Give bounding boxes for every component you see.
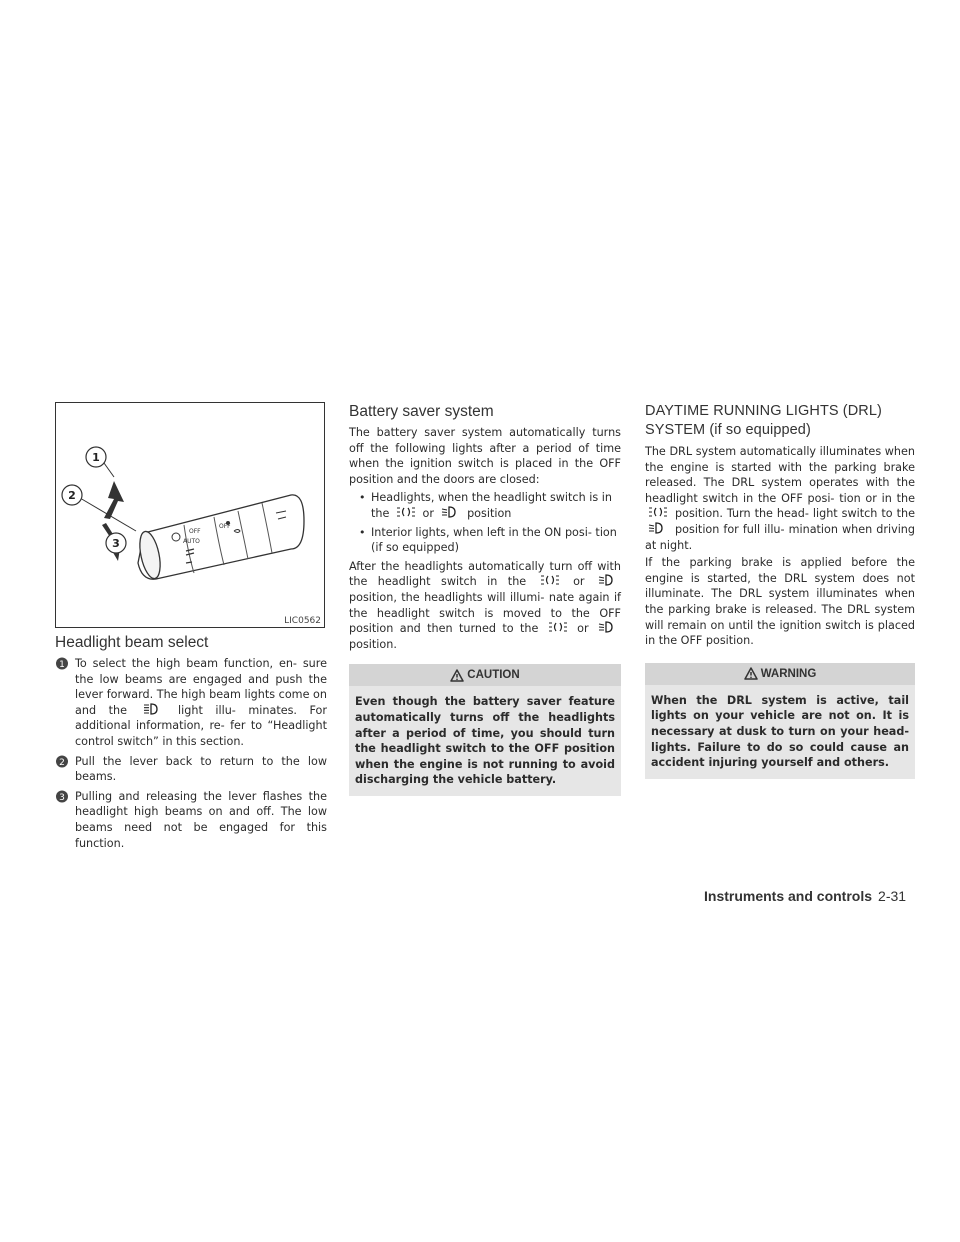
- page-footer: [704, 888, 920, 906]
- column-left: [55, 402, 327, 855]
- lever-drawing: [56, 403, 324, 627]
- lever-mark-auto: AUTO: [183, 538, 200, 545]
- high-beam-indicator-icon: [142, 703, 164, 715]
- step-1-text-b: light illu- minates. For additional information, re- fer to “Headlight control switch” in this section.: [75, 703, 327, 748]
- page-number: 2-31: [878, 888, 907, 904]
- svg-text:2: 2: [59, 757, 65, 768]
- drl-title: DAYTIME RUNNING LIGHTS (DRL) SYSTEM (if so equipped): [645, 403, 882, 438]
- parking-light-icon: [395, 506, 417, 518]
- headlight-icon: [440, 506, 462, 518]
- svg-text:3: 3: [59, 792, 65, 803]
- parking-light-icon: [539, 574, 561, 586]
- step-number-icon: [55, 790, 73, 803]
- step-2: [55, 754, 327, 785]
- headlight-icon: [597, 574, 619, 586]
- bullet-headlights: • Headlights, when the headlight switch is in the or position: [359, 491, 612, 520]
- callout-3: 3: [112, 537, 120, 550]
- bullet-interior: • Interior lights, when left in the ON posi- tion (if so equipped): [359, 525, 617, 555]
- step-1: [55, 656, 327, 750]
- battery-saver-intro: The battery saver system automatically turns off the following lights after a period of time when the ignition switch is placed in the OFF position and the doors are closed:: [349, 426, 621, 486]
- step-3: [55, 789, 327, 851]
- step-number-icon: [55, 755, 73, 768]
- warning-triangle-icon: [744, 667, 758, 680]
- headlight-icon: [597, 621, 619, 633]
- step-number-icon: [55, 657, 73, 670]
- parking-light-icon: [647, 506, 669, 518]
- svg-text:1: 1: [59, 660, 65, 670]
- drl-paragraph-1: The DRL system automatically illuminates when the engine is started with the parking brake released. The DRL system operates with the headlight switch in the OFF posi- tion or in the position. Turn the head- light switch to the position for full illu- mination when driving at night.: [645, 445, 915, 552]
- callout-1: 1: [92, 451, 100, 464]
- caution-box: [349, 664, 621, 796]
- callout-2: 2: [68, 489, 76, 502]
- lever-mark-off2: OFF: [219, 523, 231, 530]
- headlight-beam-title: Headlight beam select: [55, 634, 209, 651]
- battery-saver-after: After the headlights automatically turn off with the headlight switch in the or position, the headlights will illumi- nate again if the headlight switch is moved to the OFF position and then turned to the or position.: [349, 559, 621, 651]
- step-1-text-a: To select the high beam function, en- sure the low beams are engaged and push the lever forward. The high beam lights come on and the: [75, 657, 327, 717]
- caution-header: CAUTION: [349, 664, 621, 686]
- figure-label: LIC0562: [284, 616, 321, 626]
- footer-section-title: Instruments and controls: [704, 888, 873, 904]
- warning-triangle-icon: [450, 669, 464, 682]
- warning-text: When the DRL system is active, tail lights on your vehicle are not on. It is necessary at dusk to turn on your head- lights. Failure to do so could cause an accident injuring yourself and others.: [651, 693, 909, 770]
- caution-text: Even though the battery saver feature automatically turns off the headlights after a period of time, you should turn the headlight switch to the OFF position when the engine is not running to avoid discharging the vehicle battery.: [355, 695, 615, 787]
- warning-header: WARNING: [645, 663, 915, 685]
- lever-mark-off1: OFF: [189, 528, 201, 535]
- headlight-icon: [647, 522, 669, 534]
- warning-box: [645, 663, 915, 779]
- headlight-lever-illustration: [55, 402, 325, 628]
- battery-saver-title: Battery saver system: [349, 403, 494, 420]
- column-middle: [349, 402, 621, 796]
- step-2-text: Pull the lever back to return to the low beams.: [75, 754, 327, 784]
- drl-paragraph-2: If the parking brake is applied before the engine is started, the DRL system does not illuminate. The DRL system illuminates when the parking brake is released. The DRL system will remain on until the ignition switch is placed in the OFF position.: [645, 556, 915, 648]
- parking-light-icon: [547, 621, 569, 633]
- step-3-text: Pulling and releasing the lever flashes the headlight high beams on and off. The low beams need not be engaged for this function.: [75, 789, 327, 850]
- column-right: [645, 402, 915, 779]
